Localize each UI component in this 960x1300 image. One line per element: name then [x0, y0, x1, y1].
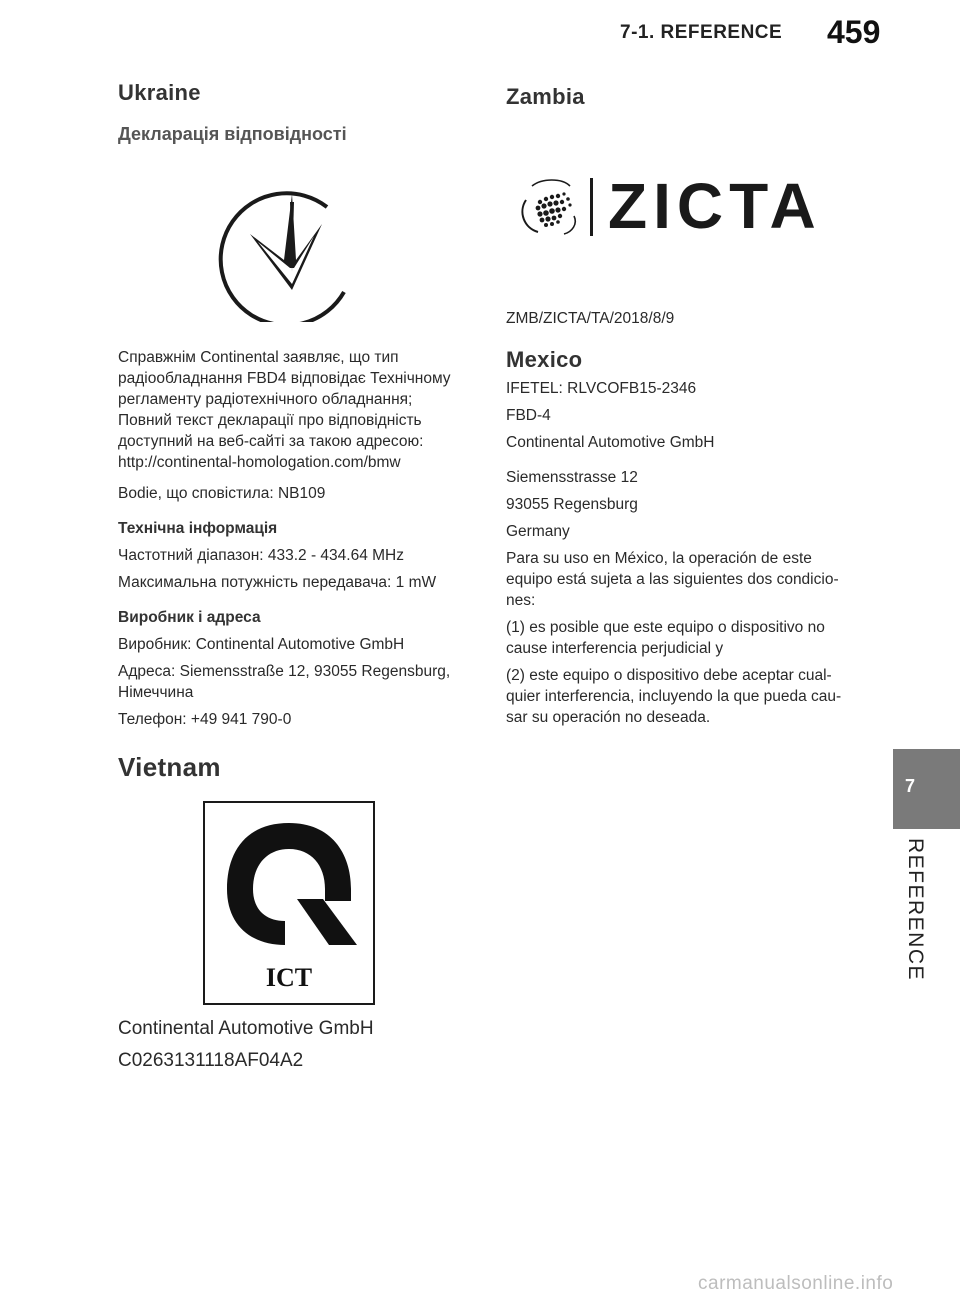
- mexico-ifetel: IFETEL: RLVCOFB15-2346: [506, 380, 697, 397]
- ukraine-declaration-line: Справжнім Continental заявляє, що тип: [118, 349, 399, 366]
- ukraine-declaration-line: регламенту радіотехнічного обладнання;: [118, 391, 413, 408]
- ukraine-declaration-subtitle: Декларація відповідності: [118, 124, 347, 144]
- ukraine-address-country: Німеччина: [118, 684, 194, 701]
- mexico-model: FBD-4: [506, 407, 551, 424]
- ukraine-manufacturer: Виробник: Continental Automotive GmbH: [118, 636, 405, 653]
- ukraine-phone: Телефон: +49 941 790-0: [118, 711, 292, 728]
- ict-logo-text: ICT: [265, 963, 313, 992]
- ict-quality-mark-icon: [205, 803, 373, 953]
- ukraine-declaration-url: http://continental-homologation.com/bmw: [118, 454, 401, 471]
- vietnam-company: Continental Automotive GmbH: [118, 1018, 374, 1039]
- ukraine-declaration-line: радіообладнання FBD4 відповідає Технічному: [118, 370, 451, 387]
- mexico-country: Germany: [506, 523, 570, 540]
- vietnam-code: C0263131118AF04A2: [118, 1050, 304, 1071]
- vietnam-ict-logo: [203, 801, 375, 1005]
- page-number: 459: [827, 14, 881, 50]
- mexico-para3-line: sar su operación no deseada.: [506, 709, 711, 726]
- ukraine-declaration-line: доступний на веб-сайті за такою адресою:: [118, 433, 424, 450]
- mexico-para1-line: Para su uso en México, la operación de este: [506, 550, 812, 567]
- zicta-globe-icon: [512, 172, 592, 242]
- mexico-city: 93055 Regensburg: [506, 496, 638, 513]
- ukraine-manufacturer-heading: Виробник і адреса: [118, 609, 261, 626]
- mexico-para2-line: cause interferencia perjudicial y: [506, 640, 724, 657]
- mexico-para1-line: nes:: [506, 592, 536, 609]
- ukraine-max-power: Максимальна потужність передавача: 1 mW: [118, 574, 437, 591]
- zicta-logo: [512, 172, 832, 242]
- ukraine-tech-heading: Технічна інформація: [118, 520, 278, 537]
- chapter-tab-number: 7: [904, 776, 915, 796]
- mexico-company: Continental Automotive GmbH: [506, 434, 715, 451]
- vietnam-heading: Vietnam: [118, 752, 221, 782]
- ukraine-address: Адреса: Siemensstraße 12, 93055 Regensburg,: [118, 663, 451, 680]
- ukraine-frequency: Частотний діапазон: 433.2 - 434.64 MHz: [118, 547, 404, 564]
- zambia-heading: Zambia: [506, 84, 585, 109]
- ukraine-heading: Ukraine: [118, 80, 201, 105]
- chapter-tab-label: REFERENCE: [904, 837, 927, 982]
- mexico-para3-line: (2) este equipo o dispositivo debe aceptar cual-: [506, 667, 832, 684]
- header-section-title: 7-1. REFERENCE: [620, 22, 783, 43]
- ukraine-conformity-mark-icon: [212, 172, 352, 322]
- mexico-para2-line: (1) es posible que este equipo o dispositivo no: [506, 619, 825, 636]
- zambia-ref: ZMB/ZICTA/TA/2018/8/9: [506, 310, 675, 327]
- mexico-para1-line: equipo está sujeta a las siguientes dos condicio-: [506, 571, 839, 588]
- mexico-heading: Mexico: [506, 347, 583, 372]
- ukraine-declaration-line: Повний текст декларації про відповідність: [118, 412, 422, 429]
- mexico-para3-line: quier interferencia, incluyendo la que pueda cau-: [506, 688, 842, 705]
- footer-watermark: carmanualsonline.info: [698, 1273, 894, 1294]
- zicta-logo-text: ZICTA: [608, 170, 822, 242]
- mexico-street: Siemensstrasse 12: [506, 469, 638, 486]
- ukraine-notified-body: Bodie, що сповістила: NB109: [118, 485, 326, 502]
